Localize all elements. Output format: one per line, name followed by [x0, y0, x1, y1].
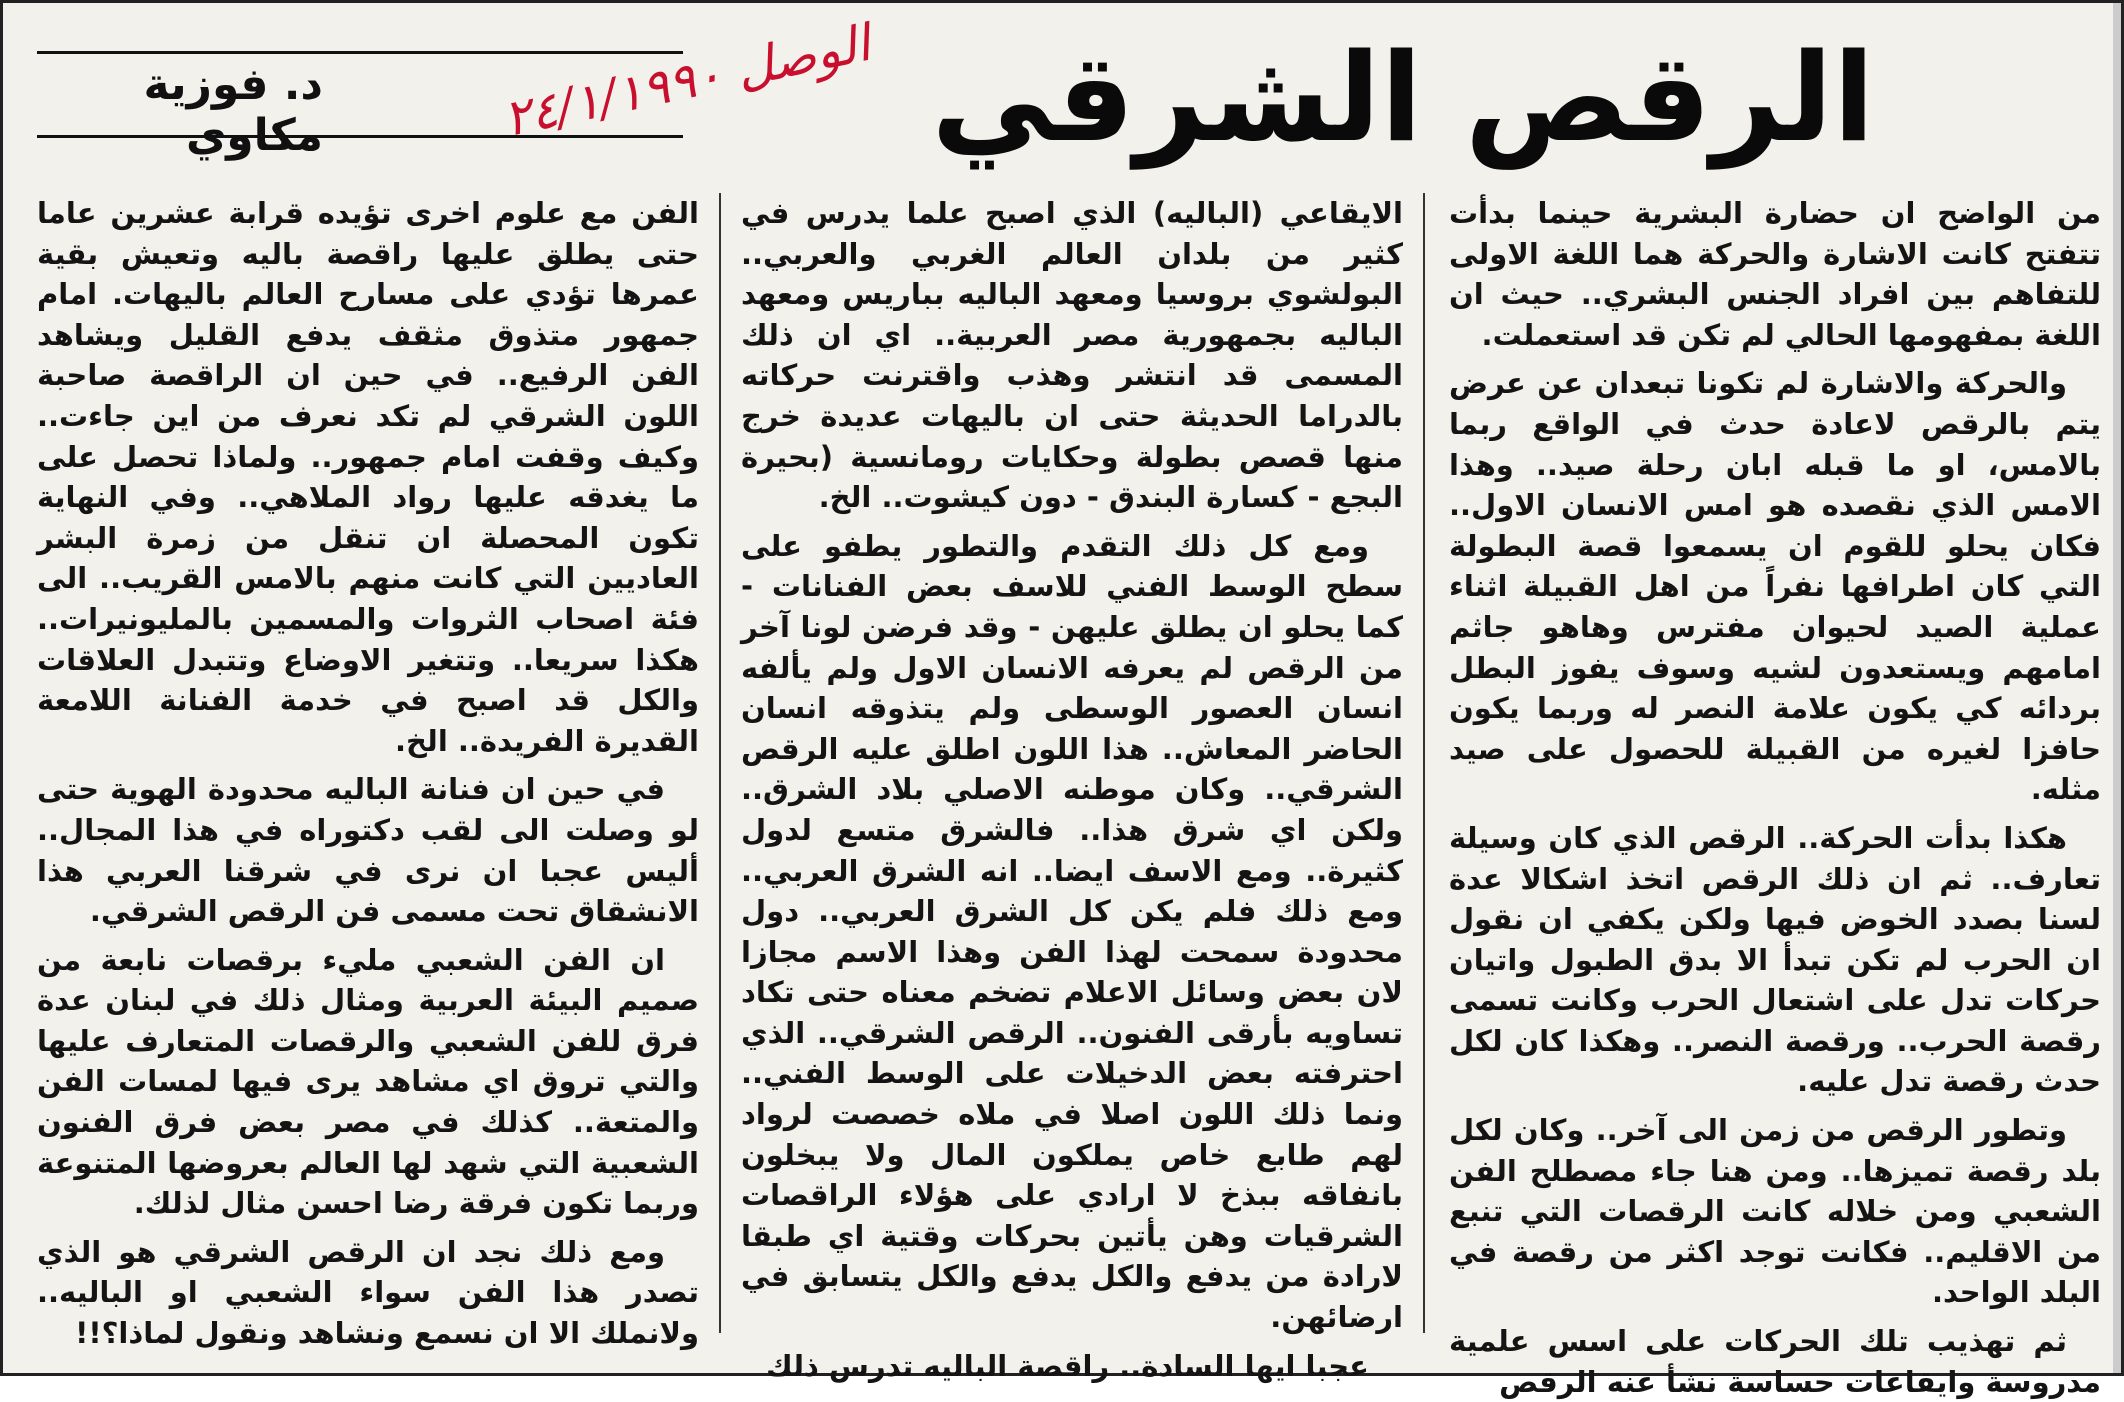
- paragraph: في حين ان فنانة الباليه محدودة الهوية حتى لو وصلت الى لقب دكتوراه في هذا المجال.. أليس عجبا ان نرى في شرقنا العربي هذا الانشقاق تحت مسمى فن الرقص الشرقي.: [37, 772, 699, 929]
- article-column-1: [1449, 193, 2101, 1399]
- paragraph: من الواضح ان حضارة البشرية حينما بدأت تتفتح كانت الاشارة والحركة هما اللغة الاولى للتفاهم بين افراد الجنس البشري.. حيث ان اللغة بمفهومها الحالي لم تكن قد استعملت.: [1449, 196, 2101, 352]
- headline: الرقص الشرقي: [931, 27, 1875, 169]
- paragraph: الايقاعي (الباليه) الذي اصبح علما يدرس في كثير من بلدان العالم الغربي والعربي.. البولشوي بروسيا ومعهد الباليه بباريس ومعهد الباليه بجمهورية مصر العربية.. اي ان ذلك المسمى قد انتشر وهذب واقترنت حركاته بالدراما الحديثة حتى ان باليهات عديدة خرج منها قصص بطولة وحكايات رومانسية (بحيرة البجع - كسارة البندق - دون كيشوت.. الخ.: [741, 196, 1403, 515]
- paragraph: ومع كل ذلك التقدم والتطور يطفو على سطح الوسط الفني للاسف بعض الفنانات - كما يحلو ان يطلق عليهن - وقد فرضن لونا آخر من الرقص لم يعرفه الانسان الاول ولم يألفه انسان العصور الوسطى ولم يتذوقه انسان الحاضر المعاش.. هذا اللون اطلق عليه الرقص الشرقي.. وكان موطنه الاصلي بلاد الشرق.. ولكن اي شرق هذا.. فالشرق متسع لدول كثيرة.. ومع الاسف ايضا.. انه الشرق العربي.. ومع ذلك فلم يكن كل الشرق العربي.. دول محدودة سمحت لهذا الفن وهذا الاسم مجازا لان بعض وسائل الاعلام تضخم معناه حتى تكاد تساويه بأرقى الفنون.. الرقص الشرقي.. الذي احترفته بعض الدخيلات على الوسط الفني.. ونما ذلك اللون اصلا في ملاه خصصت لرواد لهم طابع خاص يملكون المال ولا يبخلون بانفاقه ببذخ لا ارادي على هؤلاء الراقصات الشرقيات وهن يأتين بحركات وقتية اي طبقا لارادة من يدفع والكل يدفع والكل يتسابق في ارضائهن.: [741, 528, 1403, 1335]
- paragraph: وتطور الرقص من زمن الى آخر.. وكان لكل بلد رقصة تميزها.. ومن هنا جاء مصطلح الفن الشعبي ومن خلاله كانت الرقصات التي تنبع من الاقليم.. فكانت توجد اكثر من رقصة في البلد الواحد.: [1449, 1113, 2101, 1310]
- paragraph: ان الفن الشعبي مليء برقصات نابعة من صميم البيئة العربية ومثال ذلك في لبنان عدة فرق للفن الشعبي والرقصات المتعارف عليها والتي تروق اي مشاهد يرى فيها لمسات الفن والمتعة.. كذلك في مصر بعض فرق الفنون الشعبية التي شهد لها العالم بعروضها المتنوعة وربما تكون فرقة رضا احسن مثال لذلك.: [37, 942, 699, 1221]
- column-divider: [719, 193, 721, 1333]
- paragraph: هكذا بدأت الحركة.. الرقص الذي كان وسيلة تعارف.. ثم ان ذلك الرقص اتخذ اشكالا عدة لسنا بصدد الخوض فيها ولكن يكفي ان نقول ان الحرب لم تكن تبدأ الا بدق الطبول واتيان حركات تدل على اشتعال الحرب وكانت تسمى رقصة الحرب.. ورقصة النصر.. وهكذا كان لكل حدث رقصة تدل عليه.: [1449, 820, 2101, 1099]
- author-byline: د. فوزية مكاوي: [143, 59, 323, 161]
- handwritten-note-text: الوصل ٢٤/١/١٩٩٠: [498, 13, 876, 149]
- article-column-2: [741, 193, 1403, 1383]
- paragraph: ثم تهذيب تلك الحركات على اسس علمية مدروسة وايقاعات حساسة نشأ عنه الرقص: [1449, 1324, 2101, 1399]
- paragraph: ومع ذلك نجد ان الرقص الشرقي هو الذي تصدر هذا الفن سواء الشعبي او الباليه.. ولانملك الا ان نسمع ونشاهد ونقول لماذا؟!!: [37, 1234, 699, 1351]
- handwritten-date-note: [403, 13, 923, 149]
- paragraph: والحركة والاشارة لم تكونا تبعدان عن عرض يتم بالرقص لاعادة حدث في الواقع ربما بالامس، او ما قبله ابان رحلة صيد.. وهذا الامس الذي نقصده هو امس الانسان الاول.. فكان يحلو للقوم ان يسمعوا قصة البطولة التي كان اطرافها نفراً من اهل القبيلة اثناء عملية الصيد لحيوان مفترس وهاهو جاثم امامهم ويستعدون لشيه وسوف يفوز البطل بردائه كي يكون علامة النصر له وربما يكون حافزا لغيره من القبيلة للحصول على صيد مثله.: [1449, 366, 2101, 807]
- clipping-edge: [2113, 3, 2121, 1373]
- paragraph: عجبا ايها السادة.. راقصة الباليه تدرس ذلك: [766, 1348, 1369, 1383]
- article-column-3: [37, 193, 699, 1351]
- paragraph: الفن مع علوم اخرى تؤيده قرابة عشرين عاما حتى يطلق عليها راقصة باليه وتعيش بقية عمرها تؤدي على مسارح العالم باليهات. امام جمهور متذوق مثقف يدفع القليل ويشاهد الفن الرفيع.. في حين ان الراقصة صاحبة اللون الشرقي لم تكد نعرف من اين جاءت.. وكيف وقفت امام جمهور.. ولماذا تحصل على ما يغدقه عليها رواد الملاهي.. وفي النهاية تكون المحصلة ان تنقل من زمرة البشر العاديين التي كانت منهم بالامس القريب.. الى فئة اصحاب الثروات والمسمين بالمليونيرات.. هكذا سريعا.. وتتغير الاوضاع وتتبدل العلاقات والكل قد اصبح في خدمة الفنانة اللامعة القديرة الفريدة.. الخ.: [37, 196, 699, 758]
- column-divider: [1423, 193, 1425, 1333]
